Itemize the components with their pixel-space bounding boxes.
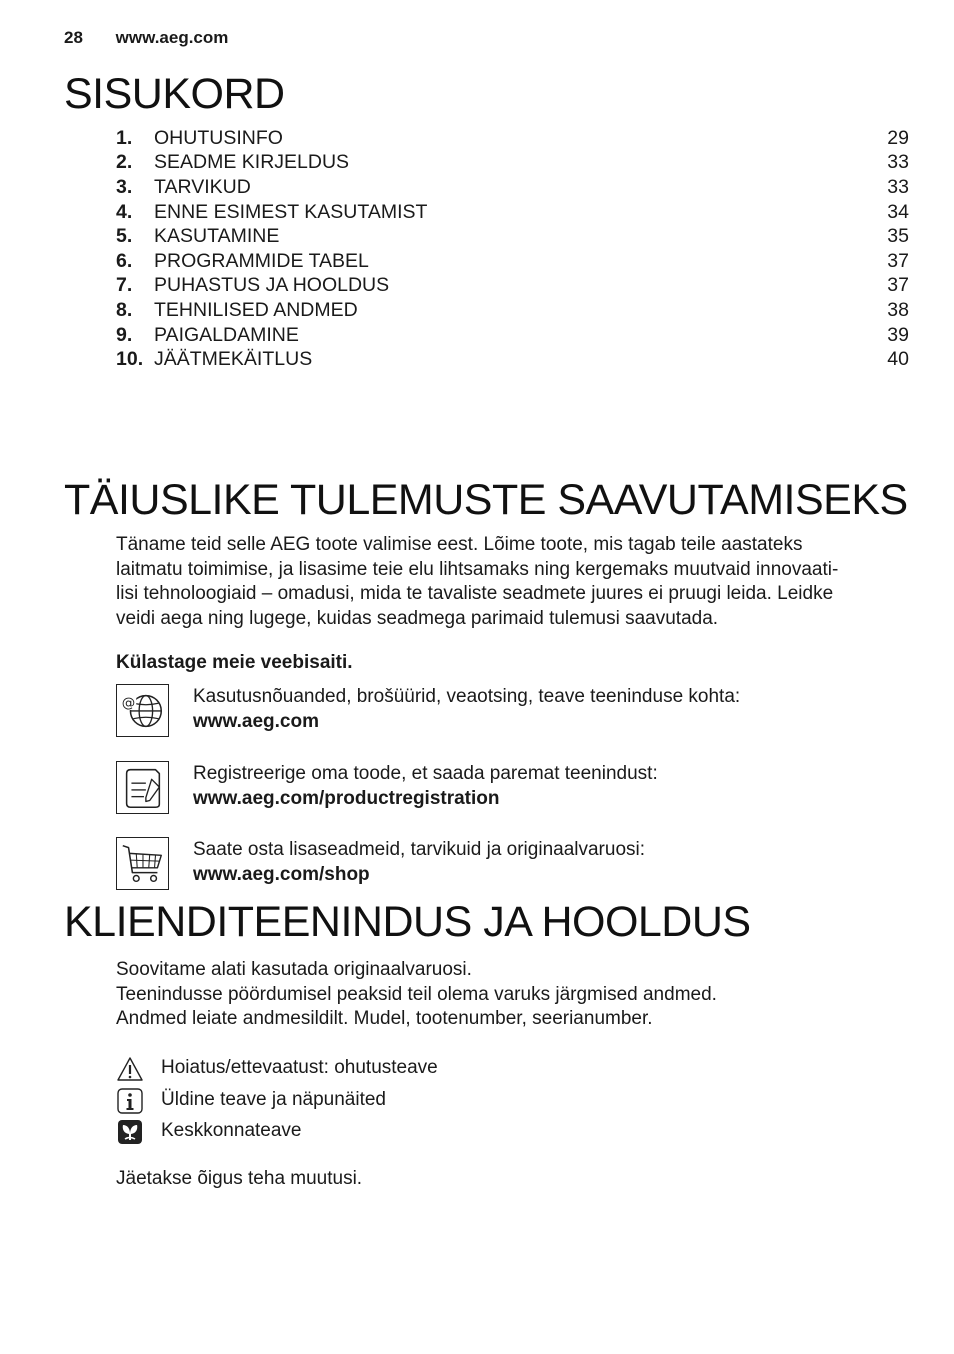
toc-item-title: TARVIKUD: [154, 175, 251, 198]
page-number: 28: [64, 28, 83, 47]
toc-item[interactable]: [116, 224, 909, 249]
service-line: Andmed leiate andmesildilt. Mudel, tootenumber, seerianumber.: [116, 1008, 653, 1029]
visit-website-label: Külastage meie veebisaiti.: [116, 652, 353, 673]
toc-item-number: 3.: [116, 175, 133, 198]
info-symbol-row: [116, 1087, 616, 1115]
shop-link-row: [116, 837, 916, 893]
registration-icon: [116, 761, 169, 814]
toc-item-number: 7.: [116, 274, 133, 297]
globe-icon: [116, 684, 169, 737]
toc-item-page: 39: [887, 323, 909, 346]
toc-item-number: 9.: [116, 323, 133, 346]
table-of-contents: [116, 126, 909, 372]
footer-note: Jäetakse õigus teha muutusi.: [116, 1168, 363, 1189]
toc-item-page: 37: [887, 249, 909, 272]
shop-description: Saate osta lisaseadmeid, tarvikuid ja originaalvaruosi:: [193, 839, 646, 860]
toc-item-title: KASUTAMINE: [154, 225, 280, 248]
registration-link-row: [116, 761, 916, 817]
shopping-cart-icon: [116, 837, 169, 890]
info-symbol-label: Üldine teave ja näpunäited: [161, 1089, 387, 1110]
website-description: Kasutusnõuanded, brošüürid, veaotsing, teave teeninduse kohta:: [193, 686, 741, 707]
environment-symbol-label: Keskkonnateave: [161, 1120, 302, 1141]
toc-item-title: ENNE ESIMEST KASUTAMIST: [154, 200, 428, 223]
toc-item-page: 33: [887, 175, 909, 198]
environment-icon: [116, 1118, 144, 1146]
toc-item-title: PUHASTUS JA HOOLDUS: [154, 274, 390, 297]
toc-title: SISUKORD: [64, 70, 285, 118]
toc-item-page: 34: [887, 200, 909, 223]
page-header: [64, 28, 228, 48]
toc-item[interactable]: [116, 274, 909, 299]
toc-item-title: TEHNILISED ANDMED: [154, 298, 358, 321]
toc-item-number: 8.: [116, 298, 133, 321]
toc-item[interactable]: [116, 151, 909, 176]
environment-symbol-row: [116, 1118, 616, 1146]
toc-item-page: 33: [887, 151, 909, 174]
toc-item[interactable]: [116, 298, 909, 323]
toc-item-title: PROGRAMMIDE TABEL: [154, 249, 369, 272]
service-paragraph: [116, 958, 906, 1032]
toc-item[interactable]: [116, 200, 909, 225]
toc-item-number: 1.: [116, 126, 133, 149]
registration-url-link[interactable]: www.aeg.com/productregistration: [193, 788, 500, 809]
toc-item-number: 10.: [116, 348, 144, 371]
service-line: Soovitame alati kasutada originaalvaruosi.: [116, 959, 472, 980]
info-icon: [116, 1087, 144, 1115]
toc-item[interactable]: [116, 175, 909, 200]
svg-text:@: @: [121, 695, 136, 712]
toc-item-title: JÄÄTMEKÄITLUS: [154, 348, 313, 371]
service-line: Teenindusse pöördumisel peaksid teil olema varuks järgmised andmed.: [116, 983, 717, 1005]
toc-item[interactable]: [116, 347, 909, 372]
intro-line: Täname teid selle AEG toote valimise eest. Lõime toote, mis tagab teile aastateks: [116, 534, 803, 555]
intro-paragraph: [116, 533, 906, 631]
intro-line: veidi aega ning lugege, kuidas seadmega parimaid tulemusi saavutada.: [116, 607, 719, 629]
results-title: TÄIUSLIKE TULEMUSTE SAAVUTAMISEKS: [64, 476, 908, 524]
website-url-link[interactable]: www.aeg.com: [193, 711, 319, 732]
toc-item-number: 5.: [116, 225, 133, 248]
website-link-row: [116, 684, 916, 740]
toc-item-page: 29: [887, 126, 909, 149]
toc-item-number: 4.: [116, 200, 133, 223]
toc-item[interactable]: [116, 126, 909, 151]
intro-line: lisi tehnoloogiaid – omadusi, mida te tavaliste seadmete juures ei pruugi leida. Leidke: [116, 583, 834, 604]
toc-item-page: 40: [887, 348, 909, 371]
toc-item-title: OHUTUSINFO: [154, 126, 283, 149]
registration-description: Registreerige oma toode, et saada paremat teenindust:: [193, 763, 658, 784]
toc-item-title: SEADME KIRJELDUS: [154, 151, 350, 174]
toc-item[interactable]: [116, 249, 909, 274]
toc-item-number: 2.: [116, 151, 133, 174]
warning-icon: [116, 1055, 144, 1083]
service-title: KLIENDITEENINDUS JA HOOLDUS: [64, 898, 751, 946]
toc-item-page: 35: [887, 225, 909, 248]
toc-item-page: 38: [887, 298, 909, 321]
header-site-link[interactable]: www.aeg.com: [115, 28, 229, 47]
warning-symbol-row: [116, 1055, 616, 1083]
intro-line: laitmatu toimimise, ja lisasime teie elu lihtsamaks ning kergemaks muutvaid innovaati-: [116, 558, 839, 580]
warning-symbol-label: Hoiatus/ettevaatust: ohutusteave: [161, 1057, 438, 1078]
toc-item-page: 37: [887, 274, 909, 297]
toc-item-title: PAIGALDAMINE: [154, 323, 299, 346]
shop-url-link[interactable]: www.aeg.com/shop: [193, 864, 370, 885]
toc-item-number: 6.: [116, 249, 133, 272]
toc-item[interactable]: [116, 323, 909, 348]
